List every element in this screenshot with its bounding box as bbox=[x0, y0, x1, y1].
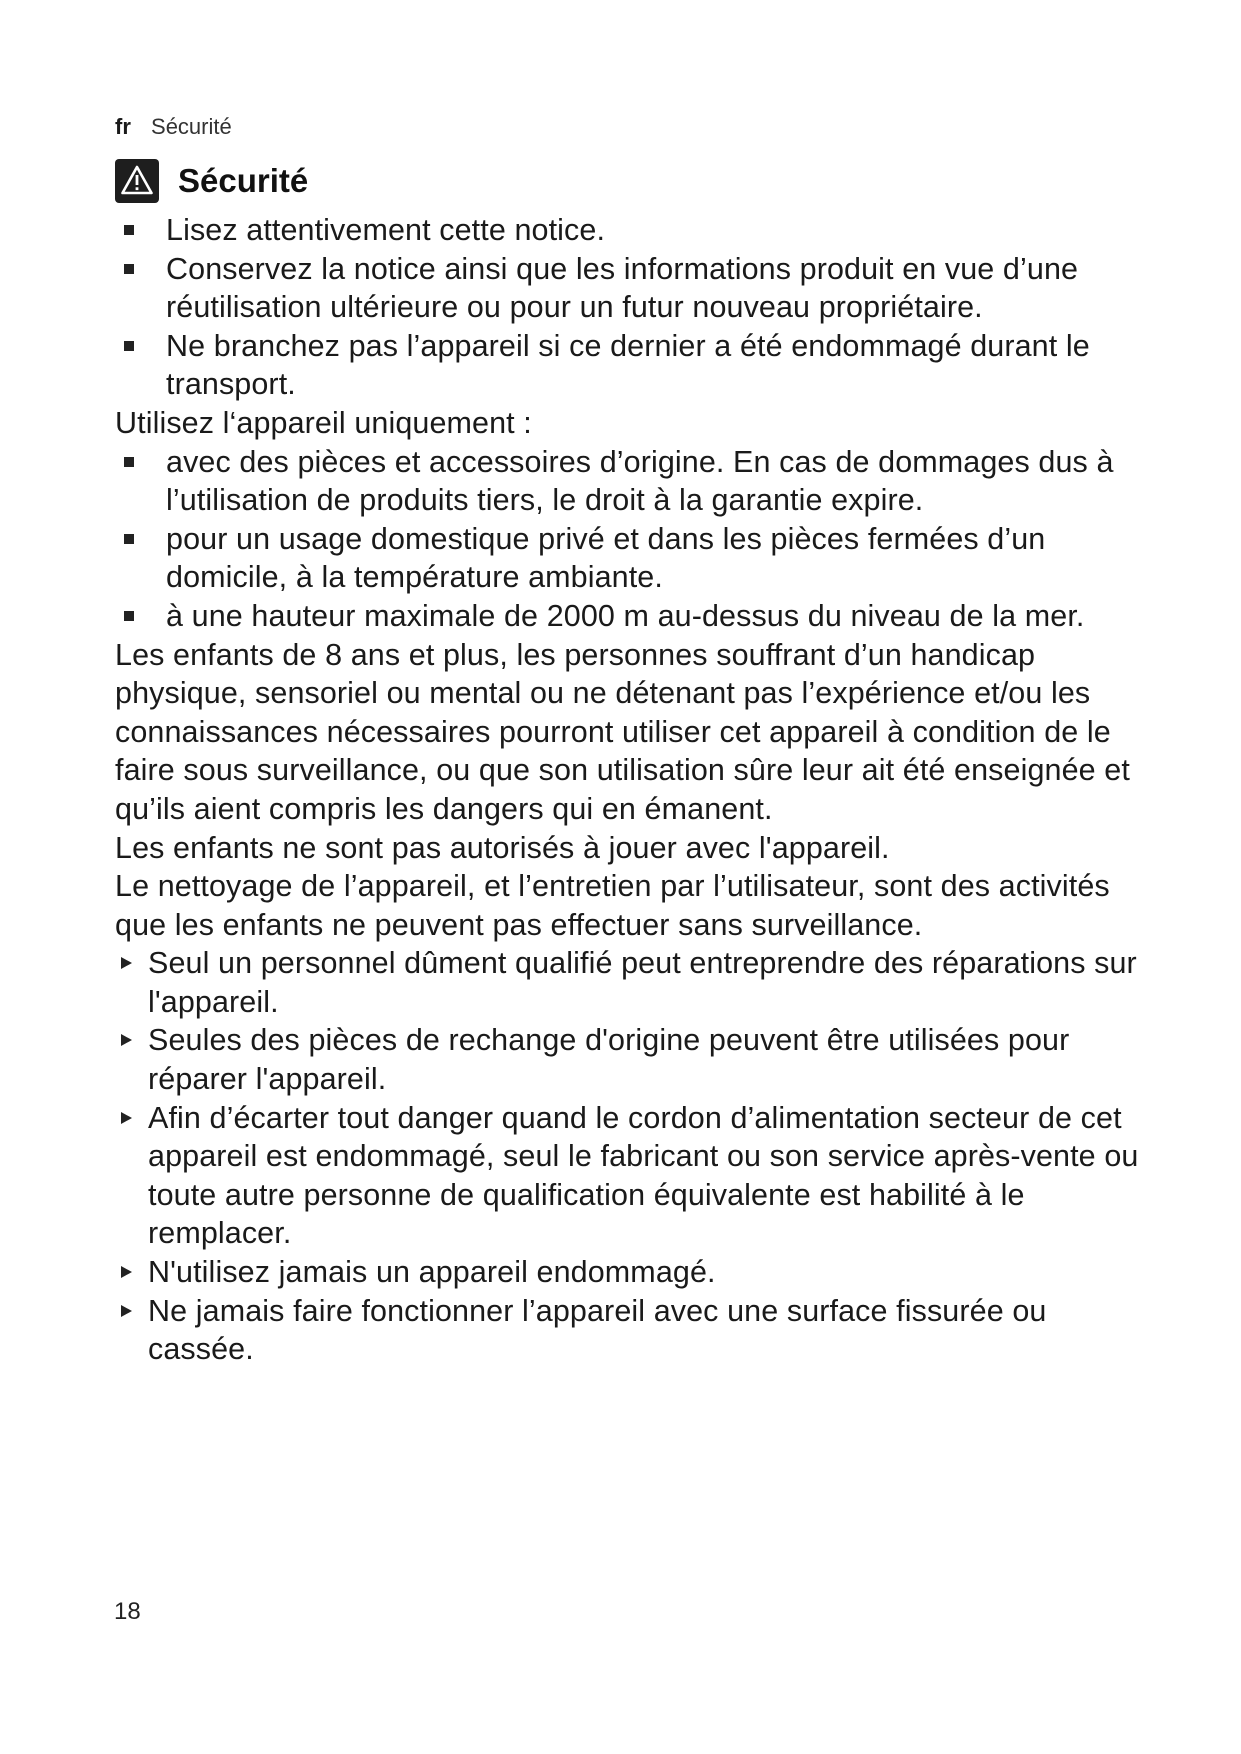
instruction-item bbox=[115, 1292, 1145, 1369]
instruction-item bbox=[115, 1253, 1145, 1292]
list-item bbox=[115, 327, 1145, 404]
list-item-text: Lisez attentivement cette notice. bbox=[166, 213, 606, 247]
list-item-text: pour un usage domestique privé et dans les pièces fermées d’un domicile, à la température ambiante. bbox=[166, 521, 1046, 595]
list-item bbox=[115, 597, 1145, 636]
page-title: Sécurité bbox=[178, 162, 309, 199]
list-item bbox=[115, 443, 1145, 520]
safety-content bbox=[115, 211, 1145, 1369]
list-item bbox=[115, 250, 1145, 327]
instruction-text: N'utilisez jamais un appareil endommagé. bbox=[148, 1255, 716, 1290]
paragraph: Le nettoyage de l’appareil, et l’entretien par l’utilisateur, sont des activités que les enfants ne peuvent pas effectuer sans surveillance. bbox=[115, 869, 1110, 942]
list-item bbox=[115, 520, 1145, 597]
instruction-text: Seul un personnel dûment qualifié peut entreprendre des réparations sur l'appareil. bbox=[148, 946, 1137, 1019]
list-item-text: avec des pièces et accessoires d’origine. En cas de dommages dus à l’utilisation de produits tiers, le droit à la garantie expire. bbox=[166, 444, 1114, 518]
instruction-text: Seules des pièces de rechange d'origine peuvent être utilisées pour réparer l'appareil. bbox=[148, 1023, 1070, 1097]
list-item bbox=[115, 211, 1145, 250]
paragraph: Les enfants de 8 ans et plus, les personnes souffrant d’un handicap physique, sensoriel ou mental ou ne détenant pas l’expérience et/ou les connaissances nécessaires pourront utiliser cet appareil à condition de le faire sous surveillance, ou que son utilisation sûre leur ait été enseignée et qu’ils aient compris les dangers qui en émanent. bbox=[115, 637, 1130, 826]
page-number: 18 bbox=[114, 1598, 141, 1625]
language-code: fr bbox=[115, 114, 131, 139]
instruction-text: Afin d’écarter tout danger quand le cordon d’alimentation secteur de cet appareil est endommagé, seul le fabricant ou son service après-vente ou toute autre personne de qualification équivalente est habilité à le remplacer. bbox=[148, 1100, 1139, 1251]
warning-triangle-icon bbox=[114, 158, 160, 204]
instruction-item bbox=[115, 944, 1145, 1021]
running-header bbox=[115, 114, 232, 140]
list-item-text: à une hauteur maximale de 2000 m au-dessus du niveau de la mer. bbox=[166, 598, 1085, 633]
paragraph: Les enfants ne sont pas autorisés à jouer avec l'appareil. bbox=[115, 830, 890, 865]
list-item-text: Conservez la notice ainsi que les informations produit en vue d’une réutilisation ultérieure ou pour un futur nouveau propriétaire. bbox=[166, 251, 1079, 325]
instruction-item bbox=[115, 1099, 1145, 1253]
instruction-text: Ne jamais faire fonctionner l’appareil avec une surface fissurée ou cassée. bbox=[148, 1293, 1047, 1367]
instruction-item bbox=[115, 1021, 1145, 1098]
usage-intro: Utilisez l‘appareil uniquement : bbox=[115, 405, 532, 440]
list-item-text: Ne branchez pas l’appareil si ce dernier a été endommagé durant le transport. bbox=[166, 328, 1090, 402]
header-section-title: Sécurité bbox=[151, 114, 232, 139]
section-heading bbox=[114, 158, 308, 204]
